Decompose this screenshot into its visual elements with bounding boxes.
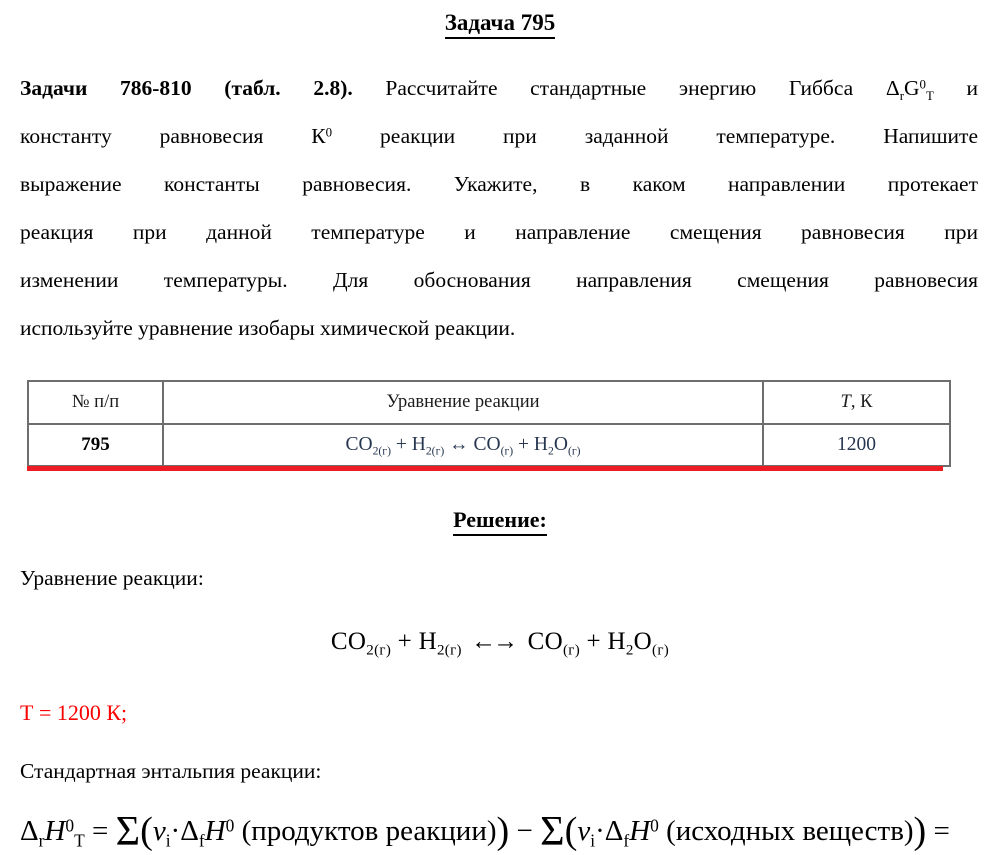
reaction-equation: $CO_{2(г)} + H_{2(г)}$ ←→ $CO_{(г)} + H_2O_{(г)}$ xyxy=(330,628,670,659)
temperature-value: Т = 1200 К; xyxy=(20,700,128,725)
task-description-line: Задачи 786-810 (табл. 2.8). Рассчитайте стандартные энергию Гиббса $\Delta_rG^0_Т$ и xyxy=(20,76,978,103)
header-equation: Уравнение реакции xyxy=(163,381,763,424)
task-description xyxy=(20,64,978,352)
task-description-line: используйте уравнение изобары химической реакции. xyxy=(20,316,516,340)
enthalpy-label: Стандартная энтальпия реакции: xyxy=(20,759,322,783)
task-description-line: выражение константы равновесия. Укажите, в каком направлении протекает xyxy=(20,172,978,196)
cell-task-number: 795 xyxy=(28,424,163,466)
task-description-line: константу равновесия $К^0$ реакции при заданной температуре. Напишите xyxy=(20,124,978,148)
solution-heading xyxy=(0,507,1000,533)
solution-heading-text: Решение: xyxy=(453,507,547,536)
header-temperature: T, К xyxy=(763,381,950,424)
header-number: № п/п xyxy=(28,381,163,424)
equation-label: Уравнение реакции: xyxy=(20,566,204,590)
task-table xyxy=(27,380,951,467)
cell-temperature: 1200 xyxy=(763,424,950,466)
task-description-line: изменении температуры. Для обоснования направления смещения равновесия xyxy=(20,268,978,292)
table-data-row xyxy=(28,424,950,466)
task-description-line: реакция при данной температуре и направление смещения равновесия при xyxy=(20,220,978,244)
red-underline-bar xyxy=(27,466,943,471)
page-title-text: Задача 795 xyxy=(445,10,556,39)
table-header-row xyxy=(28,381,950,424)
page-title xyxy=(0,10,1000,36)
enthalpy-formula: $\Delta_rH^0_Т = \Sigma(\nu_i\cdot\Delta_fH^0$ (продуктов реакции)) − $\Sigma(\nu_i\cdot\Delta_fH^0$ (исходных веществ)) = xyxy=(20,809,950,855)
cell-reaction-equation: $CO_{2(г)} + H_{2(г)}$ ↔ $CO_{(г)} + H_2O_{(г)}$ xyxy=(163,424,763,466)
